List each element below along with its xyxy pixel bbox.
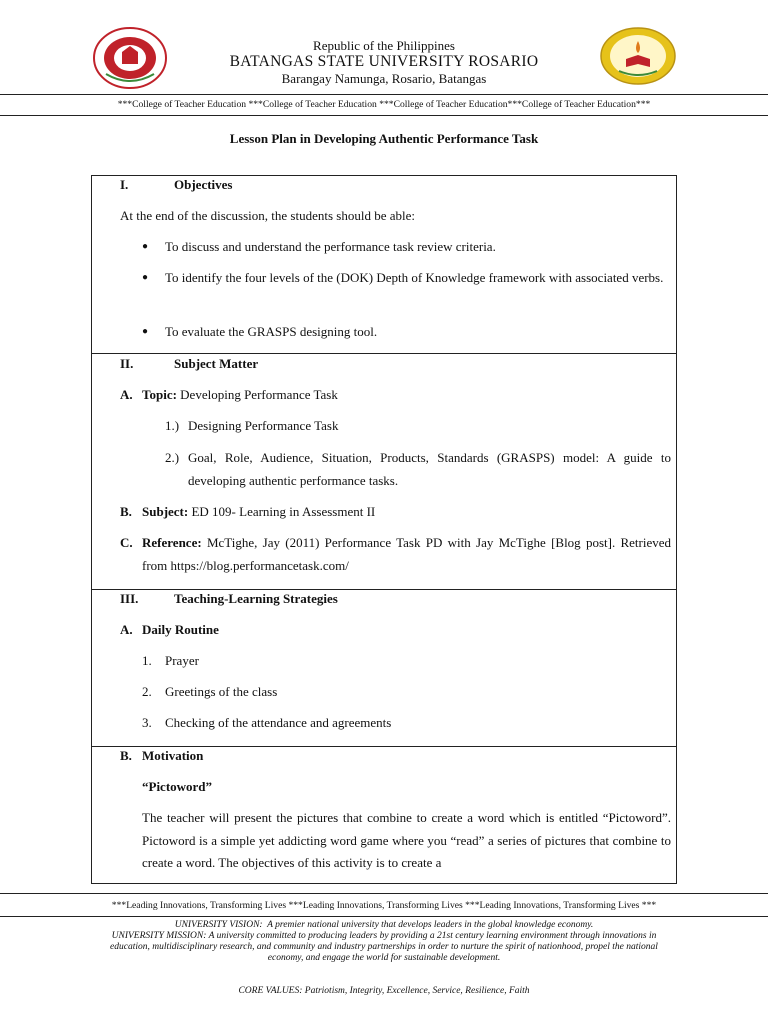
routine-item: Greetings of the class [165,684,278,699]
subject-value: ED 109- Learning in Assessment II [191,504,376,519]
section-number: II. [120,356,134,371]
strategies-section [92,590,676,747]
vision-text: A premier national university that develops leaders in the global knowledge economy. [267,920,594,930]
footer-banner: ***Leading Innovations, Transforming Lives ***Leading Innovations, Transforming Lives ***Leading Innovations, Transforming Lives *** [111,900,657,911]
routine-item: Prayer [165,653,199,668]
topic-item: Goal, Role, Audience, Situation, Products, Standards (GRASPS) model: A guide to developing authentic performance tasks. [188,450,671,488]
topic-value: Developing Performance Task [180,387,338,402]
bullet-icon: ● [142,241,149,252]
routine-item-number: 2. [142,684,152,699]
game-title: “Pictoword” [142,779,213,794]
motivation-heading: Motivation [142,748,204,763]
lesson-plan-table [91,175,677,883]
subject-key: Subject: [142,504,189,519]
core-values [0,986,768,997]
bullet-icon: ● [142,326,149,337]
reference-label: C. [120,535,133,550]
university-address: Barangay Namunga, Rosario, Batangas [281,71,487,86]
motivation-label: B. [120,748,132,763]
routine-item: Checking of the attendance and agreements [165,715,392,730]
topic-line [142,384,338,407]
reference-key: Reference: [142,535,202,550]
section-heading: Teaching-Learning Strategies [174,591,338,606]
header-divider-bottom [0,115,768,116]
footer-divider [0,893,768,894]
topic-item: Designing Performance Task [188,418,339,433]
section-heading: Objectives [174,177,233,192]
university-name: BATANGAS STATE UNIVERSITY ROSARIO [229,53,539,70]
university-vision [0,920,768,931]
routine-label: A. [120,622,133,637]
section-number: I. [120,177,129,192]
topic-label: A. [120,387,133,402]
footer-divider-bottom [0,916,768,917]
section-heading: Subject Matter [174,356,259,371]
vision-label: UNIVERSITY VISION: [174,920,263,930]
routine-item-number: 1. [142,653,152,668]
values-label: CORE VALUES: [238,986,303,996]
section-number: III. [120,591,139,606]
values-text: Patriotism, Integrity, Excellence, Service, Resilience, Faith [304,986,530,996]
document-title: Lesson Plan in Developing Authentic Performance Task [229,131,539,146]
subject-label: B. [120,504,132,519]
table-bottom-edge [91,883,677,884]
college-banner: ***College of Teacher Education ***College of Teacher Education ***College of Teacher Education***College of Teacher Education*** [117,99,651,110]
objectives-section [92,176,676,354]
motivation-section [92,747,676,883]
mission-text: A university committed to producing leaders by providing a 21st century learning environment through innovations in education, multidisciplinary research, and community and industry partnerships in order to nurture the spirit of nationhood, propel the national economy, and engage the world for sustainable development. [110,931,658,963]
reference-value: McTighe, Jay (2011) Performance Task PD with Jay McTighe [Blog post]. Retrieved from https://blog.performancetask.com/ [142,535,671,573]
objective-item: To identify the four levels of the (DOK) Depth of Knowledge framework with associated verbs. [165,270,664,285]
objective-item: To discuss and understand the performance task review criteria. [165,239,496,254]
topic-item-number: 2.) [165,450,180,465]
mission-label: UNIVERSITY MISSION: [111,931,207,941]
motivation-paragraph: The teacher will present the pictures that combine to create a word which is entitled “Pictoword”. Pictoword is a simple yet addicting word game where you “read” a series of pictures that combine to create a word. The objectives of this activity is to create a [142,810,671,870]
topic-item-number: 1.) [165,418,180,433]
subject-line [142,501,375,524]
university-mission [108,931,660,964]
subject-matter-section [92,354,676,590]
routine-item-number: 3. [142,715,152,730]
header-divider [0,94,768,95]
bullet-icon: ● [142,272,149,283]
topic-key: Topic: [142,387,177,402]
routine-heading: Daily Routine [142,622,219,637]
objective-item: To evaluate the GRASPS designing tool. [165,324,378,339]
republic-line: Republic of the Philippines [313,38,455,53]
objectives-intro: At the end of the discussion, the students should be able: [120,208,415,223]
reference-line [142,532,671,577]
